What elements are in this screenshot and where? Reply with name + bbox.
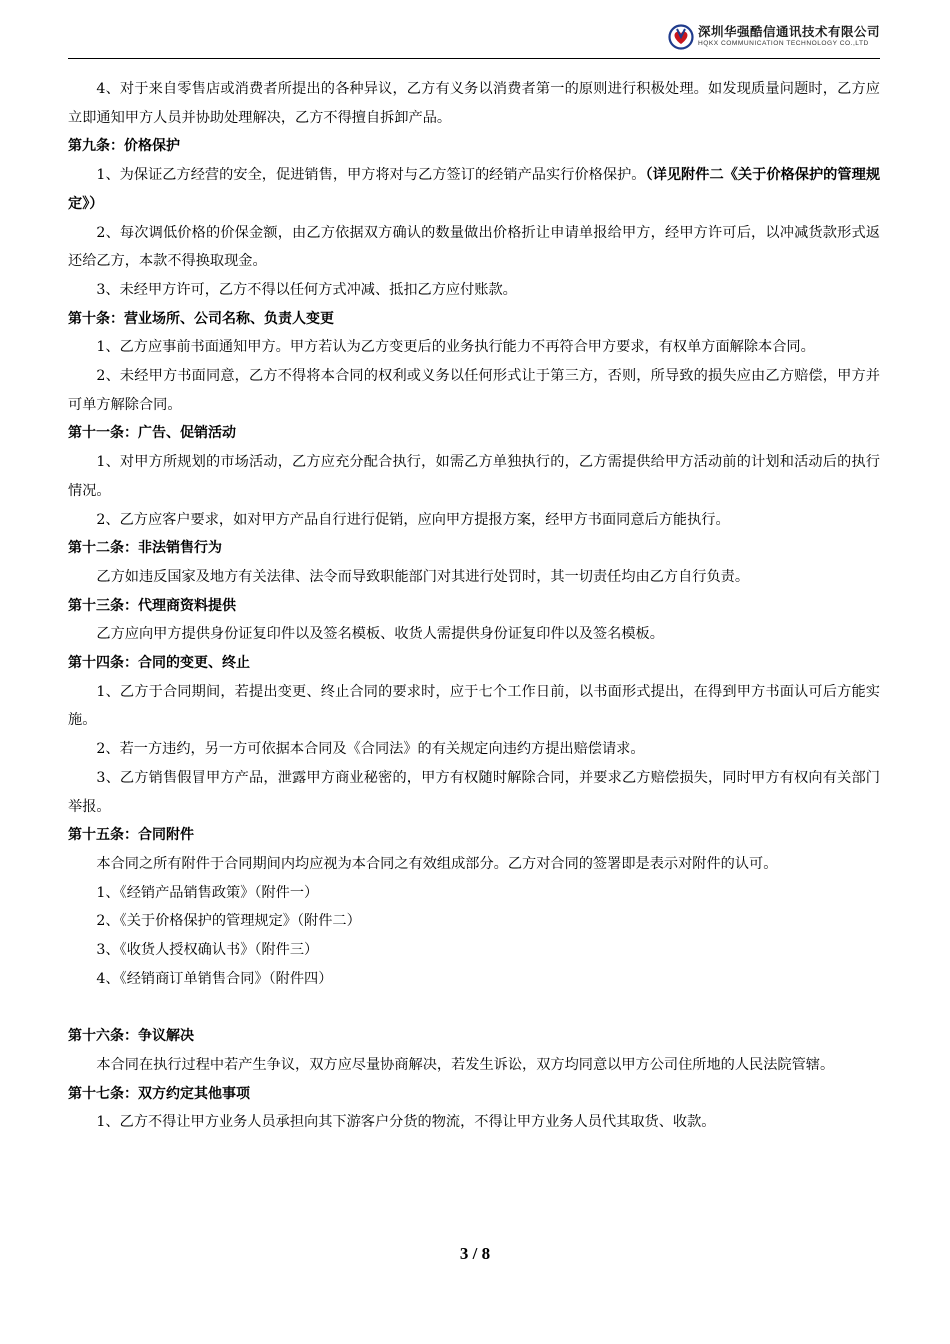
page-header	[68, 22, 880, 59]
clause-14-item-3: 3、乙方销售假冒甲方产品，泄露甲方商业秘密的，甲方有权随时解除合同，并要求乙方赔偿损失，同时甲方有权向有关部门举报。	[68, 769, 880, 815]
clause-15-text: 本合同之所有附件于合同期间内均应视为本合同之有效组成部分。乙方对合同的签署即是表示对附件的认可。	[96, 855, 778, 872]
clause-9-item-1-reference: （详见附件二《关于价格保护的管理规定》）	[68, 167, 881, 212]
clause-13-heading: 第十三条：代理商资料提供	[68, 597, 236, 614]
clause-9-item-1-text: 1、为保证乙方经营的安全，促进销售，甲方将对与乙方签订的经销产品实行价格保护。	[96, 167, 646, 184]
clause-10-heading: 第十条：营业场所、公司名称、负责人变更	[68, 310, 334, 327]
clause-16-heading: 第十六条：争议解决	[68, 1028, 194, 1045]
company-name-cn: 深圳华强酷信通讯技术有限公司	[697, 24, 880, 40]
clause-9-item-1	[68, 161, 880, 218]
clause-12-text: 乙方如违反国家及地方有关法律、法令而导致职能部门对其进行处罚时，其一切责任均由乙方自行负责。	[96, 568, 750, 585]
clause-10-item-2: 2、未经甲方书面同意，乙方不得将本合同的权利或义务以任何形式让于第三方，否则，所导致的损失应由乙方赔偿，甲方并可单方解除合同。	[68, 368, 880, 413]
clause-14-item-1: 1、乙方于合同期间，若提出变更、终止合同的要求时，应于七个工作日前，以书面形式提出，在得到甲方书面认可后方能实施。	[68, 683, 880, 729]
company-name-en: HQKX COMMUNICATION TECHNOLOGY CO.,LTD	[697, 39, 869, 47]
clause-14-item-2: 2、若一方违约，另一方可依据本合同及《合同法》的有关规定向违约方提出赔偿请求。	[96, 741, 645, 758]
attachment-item: 1、《经销产品销售政策》（附件一）	[96, 884, 319, 901]
contract-body	[68, 75, 880, 1137]
attachment-item: 3、《收货人授权确认书》（附件三）	[96, 942, 319, 959]
clause-8-item-4: 4、对于来自零售店或消费者所提出的各种异议，乙方有义务以消费者第一的原则进行积极处理。如发现质量问题时，乙方应立即通知甲方人员并协助处理解决，乙方不得擅自拆卸产品。	[68, 81, 880, 126]
clause-14-heading: 第十四条：合同的变更、终止	[68, 655, 250, 672]
clause-16-text: 本合同在执行过程中若产生争议，双方应尽量协商解决，若发生诉讼，双方均同意以甲方公司住所地的人民法院管辖。	[96, 1056, 835, 1073]
spacer	[68, 994, 880, 1023]
clause-9-item-2: 2、每次调低价格的价保金额，由乙方依据双方确认的数量做出价格折让申请单报给甲方，经甲方许可后，以冲减货款形式返还给乙方，本款不得换取现金。	[68, 224, 880, 270]
clause-9-item-3: 3、未经甲方许可，乙方不得以任何方式冲减、抵扣乙方应付账款。	[96, 281, 517, 298]
clause-17-heading: 第十七条：双方约定其他事项	[68, 1085, 250, 1102]
heart-shield-logo-icon	[668, 24, 694, 50]
attachment-item: 4、《经销商订单销售合同》（附件四）	[96, 970, 333, 987]
clause-11-item-2: 2、乙方应客户要求，如对甲方产品自行进行促销，应向甲方提报方案，经甲方书面同意后方能执行。	[96, 511, 730, 528]
clause-11-heading: 第十一条：广告、促销活动	[68, 425, 236, 442]
clause-15-heading: 第十五条：合同附件	[68, 827, 194, 844]
attachment-item: 2、《关于价格保护的管理规定》（附件二）	[96, 913, 361, 930]
clause-17-item-1: 1、乙方不得让甲方业务人员承担向其下游客户分货的物流，不得让甲方业务人员代其取货、收款。	[96, 1114, 716, 1131]
page-number: 3 / 8	[459, 1244, 491, 1263]
clause-9-heading: 第九条：价格保护	[68, 138, 180, 155]
clause-11-item-1: 1、对甲方所规划的市场活动，乙方应充分配合执行，如需乙方单独执行的，乙方需提供给甲方活动前的计划和活动后的执行情况。	[68, 454, 880, 499]
clause-13-text: 乙方应向甲方提供身份证复印件以及签名模板、收货人需提供身份证复印件以及签名模板。	[96, 626, 664, 643]
clause-10-item-1: 1、乙方应事前书面通知甲方。甲方若认为乙方变更后的业务执行能力不再符合甲方要求，有权单方面解除本合同。	[96, 339, 815, 356]
clause-12-heading: 第十二条：非法销售行为	[68, 540, 222, 557]
company-logo	[668, 24, 880, 50]
